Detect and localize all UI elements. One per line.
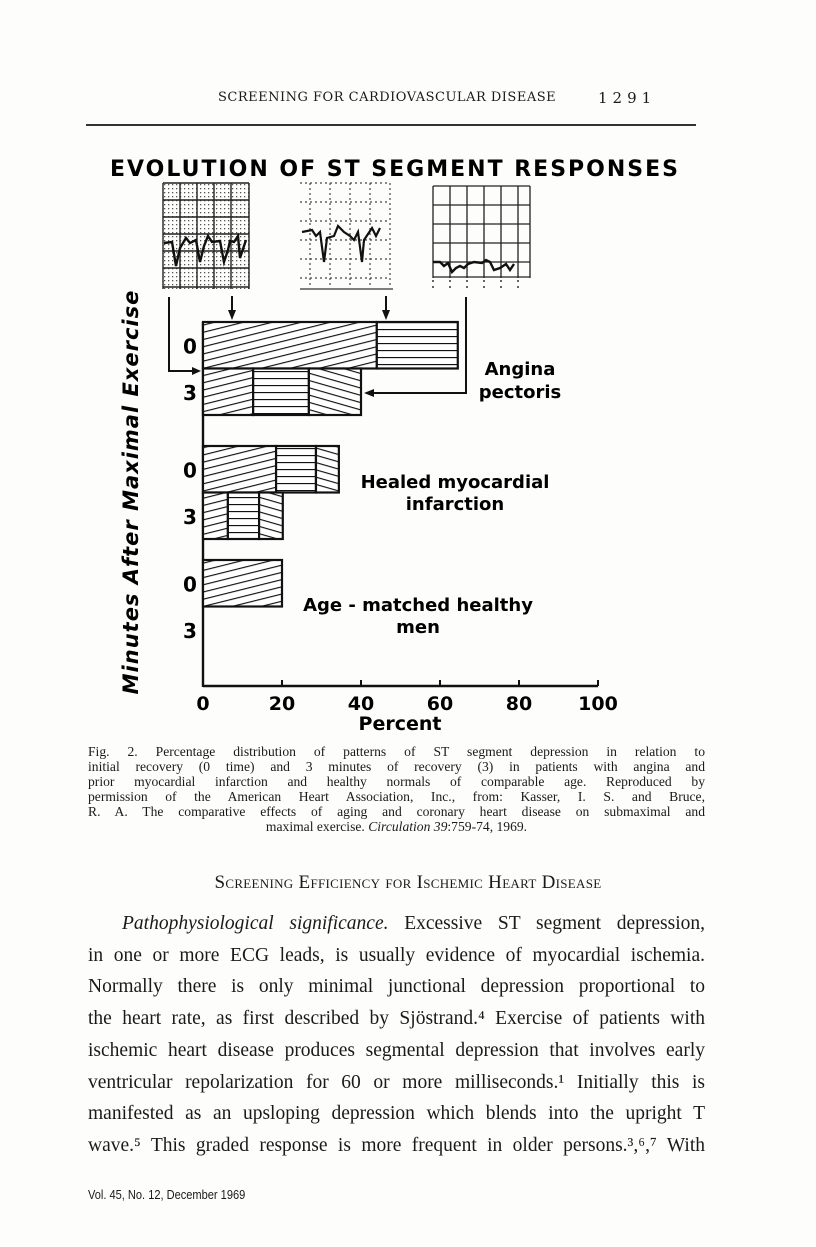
- x-tick-label: 100: [578, 693, 618, 715]
- body-line: the heart rate, as first described by Sjöstrand.⁴ Exercise of patients with: [88, 1008, 705, 1030]
- caption-line: [88, 819, 705, 834]
- group-label: pectoris: [478, 382, 562, 403]
- x-tick-label: 40: [347, 693, 375, 715]
- bar-segment-downsloping: [309, 369, 361, 416]
- body-line: wave.⁵ This graded response is more frequent in older persons.³,⁶,⁷ With: [88, 1134, 705, 1156]
- bar-segment-horizontal: [276, 446, 316, 493]
- body-text: Excessive ST segment depression,: [388, 913, 706, 934]
- caption-line: permission of the American Heart Association, Inc., from: Kasser, I. S. and Bruce,: [88, 789, 705, 804]
- bar-segment-downsloping: [316, 446, 339, 493]
- caption-line: Fig. 2. Percentage distribution of patterns of ST segment depression in relation to: [88, 744, 705, 759]
- row-label-minutes: 3: [183, 380, 197, 405]
- body-line: in one or more ECG leads, is usually evidence of myocardial ischemia.: [88, 944, 705, 966]
- chart-title: EVOLUTION OF ST SEGMENT RESPONSES: [109, 157, 681, 182]
- footer-citation: Vol. 45, No. 12, December 1969: [88, 1187, 246, 1202]
- row-label-minutes: 0: [183, 334, 197, 359]
- running-title: SCREENING FOR CARDIOVASCULAR DISEASE: [218, 90, 557, 105]
- page-number: 1291: [598, 89, 657, 107]
- bar-segment-horizontal: [377, 322, 458, 369]
- caption-line: initial recovery (0 time) and 3 minutes of recovery (3) in patients with angina and: [88, 759, 705, 774]
- x-tick-label: 60: [426, 693, 454, 715]
- bar-segment-horizontal: [228, 493, 259, 540]
- caption-line: R. A. The comparative effects of aging and coronary heart disease on submaximal and: [88, 804, 705, 819]
- bar-segment-upsloping: [203, 446, 276, 493]
- bar-segment-upsloping: [203, 369, 253, 416]
- body-line: ventricular repolarization for 60 or more milliseconds.¹ Initially this is: [88, 1071, 705, 1093]
- x-tick-label: 20: [268, 693, 296, 715]
- body-line: manifested as an upsloping depression which blends into the upright T: [88, 1103, 705, 1125]
- bar-segment-downsloping: [259, 493, 283, 540]
- body-line: Normally there is only minimal junctional depression proportional to: [88, 976, 705, 998]
- caption-line: prior myocardial infarction and healthy normals of comparable age. Reproduced by: [88, 774, 705, 789]
- x-tick-label: 80: [505, 693, 533, 715]
- group-label: Angina: [484, 359, 556, 380]
- ecg-strip-upsloping: [163, 183, 249, 289]
- row-label-minutes: 0: [183, 572, 197, 597]
- row-label-minutes: 3: [183, 504, 197, 529]
- bar-segment-horizontal: [253, 369, 309, 416]
- row-label-minutes: 3: [183, 618, 197, 643]
- x-tick-label: 0: [196, 693, 210, 715]
- body-paragraph: [88, 908, 705, 1162]
- ecg-strip-horizontal: [300, 183, 393, 289]
- group-label: Healed myocardial: [360, 472, 550, 493]
- bar-segment-upsloping: [203, 560, 282, 607]
- row-label-minutes: 0: [183, 458, 197, 483]
- y-axis-label: Minutes After Maximal Exercise: [119, 289, 143, 695]
- paragraph-lead: Pathophysiological significance.: [122, 913, 389, 934]
- body-line: ischemic heart disease produces segmental depression that involves early: [88, 1039, 705, 1061]
- bar-segment-upsloping: [203, 322, 377, 369]
- ecg-strip-downsloping: [433, 186, 530, 292]
- caption-text: :759-74, 1969.: [447, 819, 528, 834]
- caption-text: maximal exercise.: [265, 819, 369, 834]
- bars: [203, 322, 458, 607]
- section-heading: Screening Efficiency for Ischemic Heart Disease: [214, 872, 602, 893]
- caption-journal: Circulation 39: [368, 819, 448, 834]
- group-label: infarction: [405, 494, 505, 515]
- x-axis-label: Percent: [358, 713, 442, 735]
- group-label: Age - matched healthy: [303, 595, 533, 616]
- group-label: men: [396, 617, 440, 638]
- bar-segment-upsloping: [203, 493, 228, 540]
- x-tick-labels: [196, 693, 617, 715]
- body-line: [88, 908, 705, 940]
- row-labels: [183, 334, 197, 643]
- figure-caption: [88, 744, 705, 834]
